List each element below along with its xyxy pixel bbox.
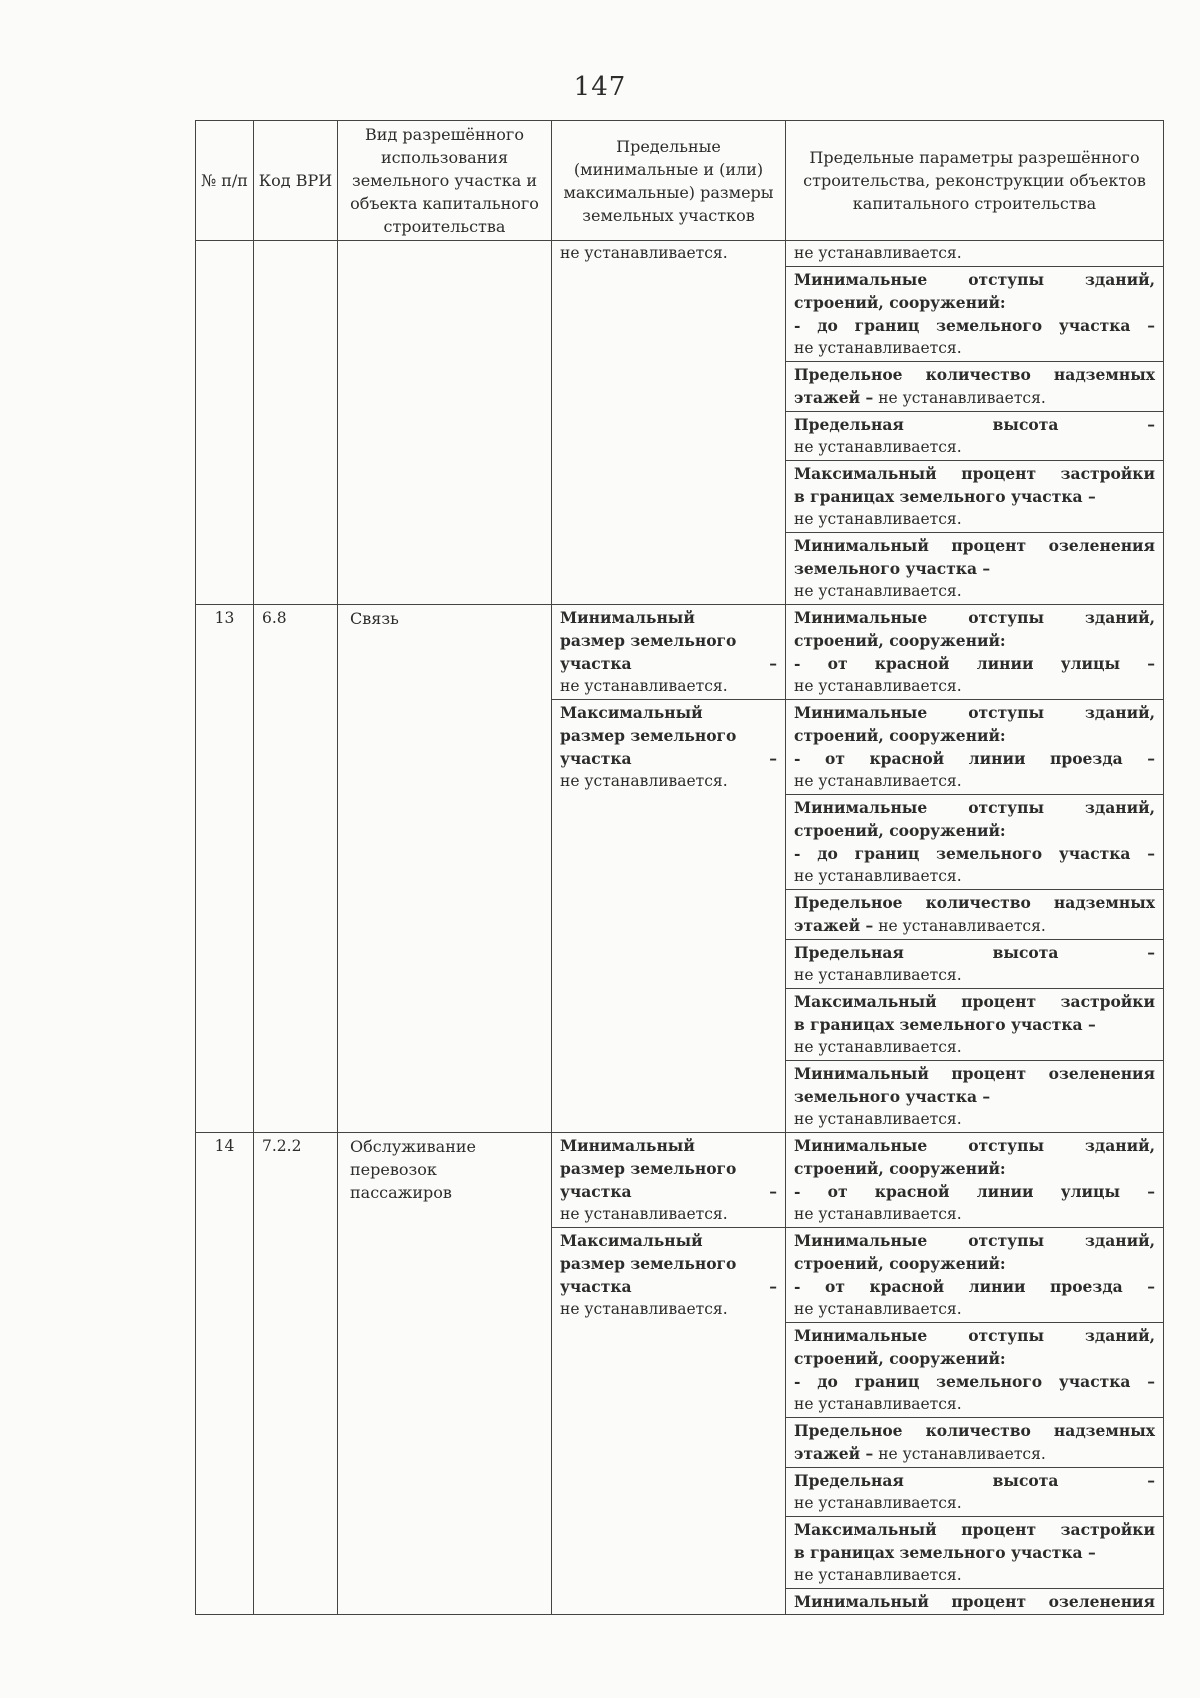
params-block: [786, 1133, 1163, 1228]
params-block: [786, 795, 1163, 890]
size-block: [552, 1228, 785, 1322]
bold-line: участка –: [560, 1182, 777, 1201]
bold-line: строений, сооружений:: [794, 1159, 1006, 1178]
cell-num: 13: [196, 605, 254, 1133]
cell-size: [552, 1133, 786, 1615]
page-number: 147: [573, 72, 627, 102]
header-num: № п/п: [196, 121, 254, 241]
plain-text: не устанавливается.: [794, 1494, 962, 1512]
bold-line: Предельное количество надземных: [794, 1421, 1155, 1440]
bold-line: - от красной линии улицы –: [794, 654, 1155, 673]
cell-num: [196, 241, 254, 605]
params-block: [786, 412, 1163, 461]
bold-line: Минимальные отступы зданий,: [794, 798, 1155, 817]
bold-line: строений, сооружений:: [794, 631, 1006, 650]
plain-text: не устанавливается.: [560, 1205, 728, 1223]
cell-size: [552, 241, 786, 605]
bold-line: строений, сооружений:: [794, 1254, 1006, 1273]
header-params: Предельные параметры разрешённого строительства, реконструкции объектов капитального строительства: [786, 121, 1164, 241]
table-row: [196, 605, 1164, 1133]
cell-text: не устанавливается.: [560, 244, 728, 262]
params-block: [786, 533, 1163, 604]
plain-text: не устанавливается.: [794, 1038, 962, 1056]
params-block: [786, 461, 1163, 533]
plain-text: не устанавливается.: [794, 438, 962, 456]
plain-text: не устанавливается.: [794, 1300, 962, 1318]
plain-text: не устанавливается.: [794, 772, 962, 790]
params-block: [786, 1323, 1163, 1418]
bold-line: в границах земельного участка –: [794, 1543, 1096, 1562]
cell-params: [786, 241, 1164, 605]
plain-text: не устанавливается.: [794, 867, 962, 885]
bold-line: Минимальный процент озеленения: [794, 1592, 1155, 1611]
plain-text: не устанавливается.: [794, 677, 962, 695]
bold-line: размер земельного: [560, 726, 737, 745]
cell-code: [254, 241, 338, 605]
bold-line: в границах земельного участка –: [794, 487, 1096, 506]
plain-text: не устанавливается.: [794, 339, 962, 357]
plain-text: не устанавливается.: [560, 677, 728, 695]
params-block: [786, 1228, 1163, 1323]
bold-line: Максимальный: [560, 1231, 703, 1250]
plain-text: не устанавливается.: [794, 582, 962, 600]
params-block: [786, 362, 1163, 412]
size-block: [552, 1133, 785, 1228]
plain-text: не устанавливается.: [794, 1566, 962, 1584]
params-block: [786, 700, 1163, 795]
bold-line: - от красной линии улицы –: [794, 1182, 1155, 1201]
plain-text: не устанавливается.: [794, 244, 962, 262]
bold-line: Минимальный: [560, 608, 695, 627]
params-block: [786, 1468, 1163, 1517]
bold-line: - до границ земельного участка –: [794, 316, 1155, 335]
bold-line: размер земельного: [560, 1254, 737, 1273]
bold-line: размер земельного: [560, 1159, 737, 1178]
plain-text: не устанавливается.: [560, 1300, 728, 1318]
plain-text: не устанавливается.: [878, 917, 1046, 935]
cell-kind: [338, 241, 552, 605]
bold-line: Максимальный: [560, 703, 703, 722]
bold-line: Максимальный процент застройки: [794, 464, 1155, 483]
regulations-table: [195, 120, 1164, 1615]
bold-line: в границах земельного участка –: [794, 1015, 1096, 1034]
plain-text: не устанавливается.: [878, 389, 1046, 407]
bold-line: - от красной линии проезда –: [794, 1277, 1155, 1296]
bold-line: участка –: [560, 749, 777, 768]
size-block: [552, 605, 785, 700]
header-row: [196, 121, 1164, 241]
plain-text: не устанавливается.: [794, 510, 962, 528]
bold-line: - до границ земельного участка –: [794, 844, 1155, 863]
params-block: [786, 241, 1163, 267]
bold-line: участка –: [560, 1277, 777, 1296]
bold-line: Минимальный: [560, 1136, 695, 1155]
bold-line: Предельное количество надземных: [794, 365, 1155, 384]
bold-line: строений, сооружений:: [794, 821, 1006, 840]
bold-line: строений, сооружений:: [794, 1349, 1006, 1368]
bold-line: - до границ земельного участка –: [794, 1372, 1155, 1391]
plain-text: не устанавливается.: [794, 1395, 962, 1413]
bold-line: Минимальные отступы зданий,: [794, 1326, 1155, 1345]
cell-kind: Связь: [338, 605, 552, 1133]
bold-line: Минимальный процент озеленения: [794, 1064, 1155, 1083]
bold-line: Предельная высота –: [794, 943, 1155, 962]
header-size: Предельные (минимальные и (или) максимальные) размеры земельных участков: [552, 121, 786, 241]
cell-params: [786, 605, 1164, 1133]
cell-num: 14: [196, 1133, 254, 1615]
params-block: [786, 605, 1163, 700]
bold-line: участка –: [560, 654, 777, 673]
bold-line: Максимальный процент застройки: [794, 1520, 1155, 1539]
params-block: [786, 1589, 1163, 1614]
bold-line: Предельное количество надземных: [794, 893, 1155, 912]
table-row: [196, 241, 1164, 605]
cell-params: [786, 1133, 1164, 1615]
bold-line: Минимальные отступы зданий,: [794, 1136, 1155, 1155]
bold-line: Максимальный процент застройки: [794, 992, 1155, 1011]
cell-code: 7.2.2: [254, 1133, 338, 1615]
bold-line: земельного участка –: [794, 559, 991, 578]
bold-line: этажей –: [794, 1444, 874, 1463]
bold-line: этажей –: [794, 388, 874, 407]
bold-line: Предельная высота –: [794, 415, 1155, 434]
bold-line: Минимальные отступы зданий,: [794, 1231, 1155, 1250]
params-block: [786, 890, 1163, 940]
plain-text: не устанавливается.: [794, 1205, 962, 1223]
bold-line: этажей –: [794, 916, 874, 935]
bold-line: Минимальные отступы зданий,: [794, 703, 1155, 722]
bold-line: Минимальные отступы зданий,: [794, 608, 1155, 627]
bold-line: размер земельного: [560, 631, 737, 650]
plain-text: не устанавливается.: [794, 1110, 962, 1128]
cell-code: 6.8: [254, 605, 338, 1133]
params-block: [786, 267, 1163, 362]
size-block: [552, 700, 785, 794]
cell-kind: Обслуживание перевозок пассажиров: [338, 1133, 552, 1615]
bold-line: земельного участка –: [794, 1087, 991, 1106]
bold-line: Предельная высота –: [794, 1471, 1155, 1490]
table-row: [196, 1133, 1164, 1615]
bold-line: Минимальные отступы зданий,: [794, 270, 1155, 289]
params-block: [786, 1517, 1163, 1589]
params-block: [786, 989, 1163, 1061]
plain-text: не устанавливается.: [560, 772, 728, 790]
bold-line: - от красной линии проезда –: [794, 749, 1155, 768]
size-block: [552, 241, 785, 266]
params-block: [786, 940, 1163, 989]
plain-text: не устанавливается.: [794, 966, 962, 984]
bold-line: строений, сооружений:: [794, 726, 1006, 745]
bold-line: Минимальный процент озеленения: [794, 536, 1155, 555]
params-block: [786, 1061, 1163, 1132]
header-kind: Вид разрешённого использования земельного участка и объекта капитального строительства: [338, 121, 552, 241]
plain-text: не устанавливается.: [878, 1445, 1046, 1463]
header-code: Код ВРИ: [254, 121, 338, 241]
bold-line: строений, сооружений:: [794, 293, 1006, 312]
params-block: [786, 1418, 1163, 1468]
cell-size: [552, 605, 786, 1133]
